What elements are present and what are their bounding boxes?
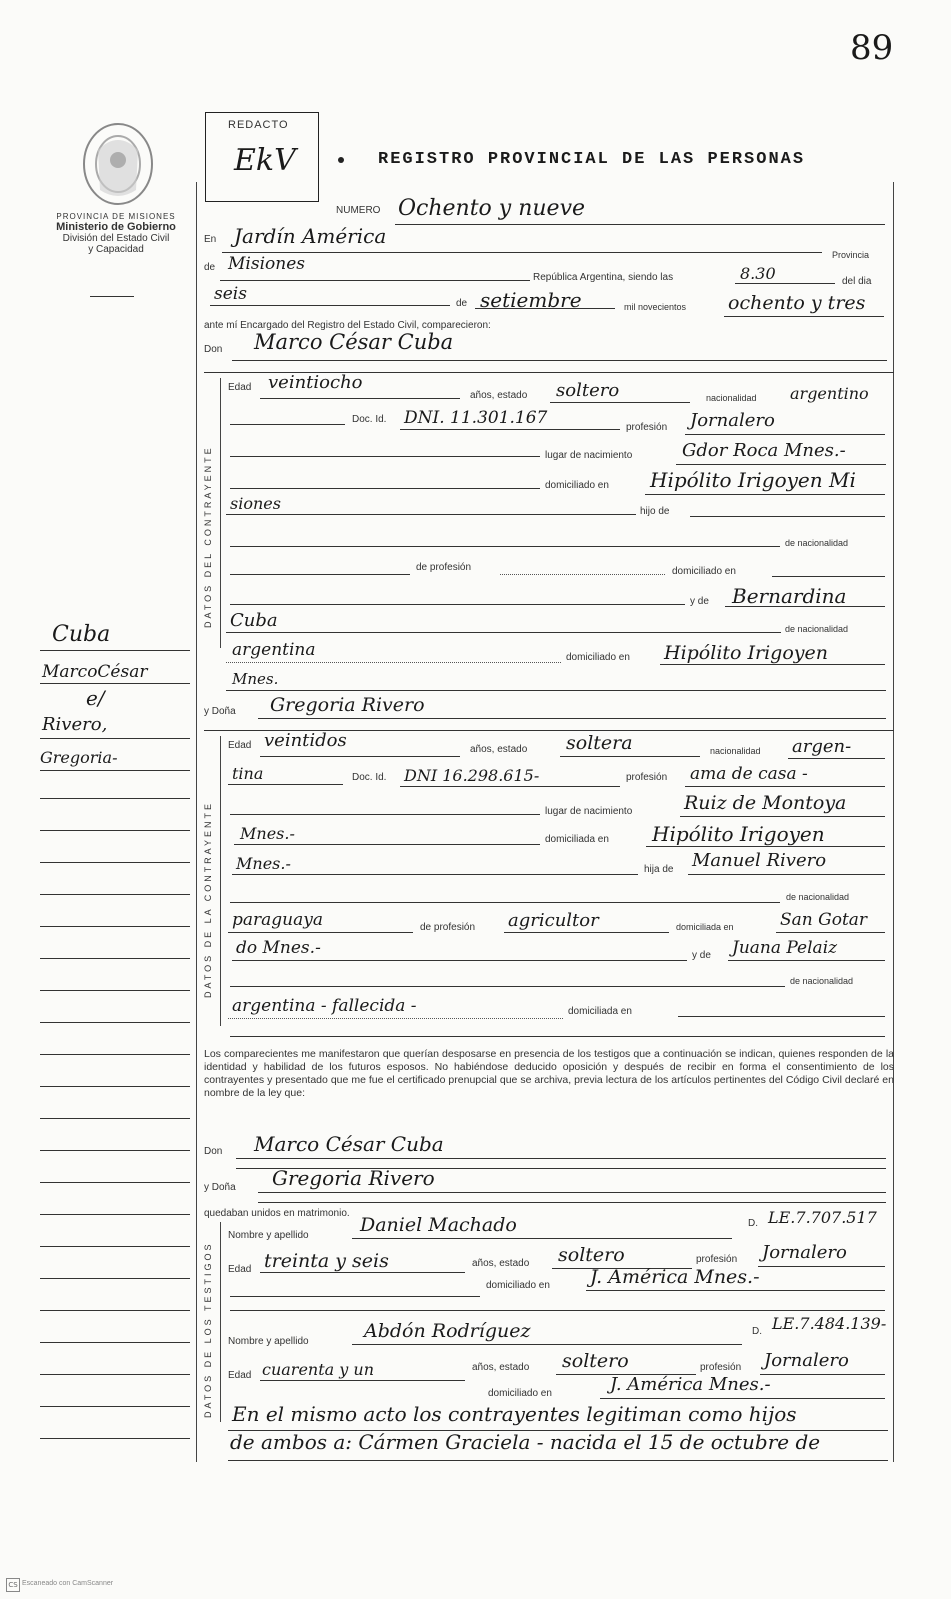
de-label: de	[204, 262, 216, 273]
testigo2-edad-label: Edad	[228, 1370, 252, 1381]
lugar-nac-prefix-line	[230, 456, 540, 457]
testigos-vertical-label: DATOS DE LOS TESTIGOS	[203, 1241, 213, 1418]
nota-rule-2	[228, 1460, 888, 1461]
contrayenta-vertical-label: DATOS DE LA CONTRAYENTE	[203, 800, 213, 998]
testigo1-edad-label: Edad	[228, 1264, 252, 1275]
union-dona-line-2	[258, 1202, 886, 1203]
authority-ministry: Ministerio de Gobierno	[56, 221, 176, 233]
contrayenta-dom-value: Hipólito Irigoyen	[652, 822, 825, 846]
redacto-initials: EkV	[234, 143, 296, 178]
provincia-label: Provincia	[832, 250, 870, 260]
profesion-value: Jornalero	[690, 410, 775, 431]
testigo2-doc-value: LE.7.484.139-	[772, 1314, 887, 1333]
testigo1-doc-value: LE.7.707.517	[768, 1208, 877, 1227]
hora-line	[735, 283, 835, 284]
contrayenta-nac-2-line	[228, 784, 343, 785]
margin-line	[40, 1022, 190, 1023]
padre-nac-value: paraguaya	[232, 910, 323, 930]
contrayenta-nac-value: argen-	[792, 736, 852, 757]
contrayenta-dom-2-line	[232, 874, 638, 875]
margin-line	[40, 1054, 190, 1055]
padre-dom-line	[772, 576, 885, 577]
padre-dom-2-line	[232, 960, 687, 961]
republica-label: República Argentina, siendo las	[533, 272, 674, 283]
y-de-label: y de	[690, 596, 709, 607]
contrayenta-lugar-prefix	[230, 814, 540, 815]
testigo1-prof-line	[758, 1266, 885, 1267]
margin-line	[40, 650, 190, 651]
testigo1-nombre-line	[352, 1238, 732, 1239]
estado-value: soltero	[556, 380, 620, 401]
lugar-line	[222, 252, 822, 253]
margin-line	[40, 683, 190, 684]
numero-line	[395, 224, 885, 225]
contrayenta-nac-label: nacionalidad	[710, 746, 761, 756]
madre-2-line	[226, 632, 781, 633]
testigo2-doc-label: D.	[752, 1326, 762, 1337]
testigo2-edad-value: cuarenta y un	[262, 1360, 375, 1379]
contrayenta-dom-value-2: Mnes.-	[236, 854, 291, 873]
madre-dom-value-1: Hipólito Irigoyen	[664, 642, 828, 664]
margin-line	[40, 738, 190, 739]
margin-note-surname-2: Rivero,	[42, 714, 108, 735]
margin-line	[40, 1438, 190, 1439]
union-don-label: Don	[204, 1146, 223, 1157]
anio-value: ochento y tres	[728, 292, 866, 314]
testigo2-dom-value: J. América Mnes.-	[610, 1374, 771, 1395]
testigo2-prof-label: profesión	[700, 1362, 742, 1373]
padre-dom-label-2: domiciliada en	[676, 922, 734, 932]
profesion-line	[685, 434, 885, 435]
contrayenta-dom-line	[646, 846, 885, 847]
don-label: Don	[204, 344, 223, 355]
testigo2-nombre-label: Nombre y apellido	[228, 1336, 309, 1347]
margin-note-name-2: Gregoria-	[40, 748, 118, 767]
domicilio-prefix-line	[230, 488, 540, 489]
margin-line	[40, 1118, 190, 1119]
nacionalidad-value: argentino	[790, 384, 869, 403]
margin-line	[40, 1342, 190, 1343]
estado-line	[550, 402, 690, 403]
contrayente-bracket	[220, 378, 221, 648]
authority-province: PROVINCIA DE MISIONES	[56, 212, 176, 221]
testigo2-estado-value: soltero	[562, 1350, 629, 1372]
authority-block	[40, 212, 192, 255]
madre-nac-line	[226, 662, 561, 663]
title-bullet	[338, 157, 344, 163]
y-dona-label: y Doña	[204, 706, 236, 717]
madre-dom-value-2: Mnes.	[232, 670, 279, 688]
domicilio-line	[645, 494, 885, 495]
margin-line	[40, 958, 190, 959]
padre-nac-value-line	[228, 932, 413, 933]
contrayenta-prof-label: profesión	[626, 772, 668, 783]
padre-line	[230, 546, 780, 547]
numero-value: Ochento y nueve	[398, 196, 586, 221]
madre-value-2: Cuba	[230, 610, 278, 631]
contrayenta-nac-line	[788, 758, 885, 759]
nacionalidad-label: nacionalidad	[706, 393, 757, 403]
testigo1-dom-value: J. América Mnes.-	[590, 1266, 760, 1288]
madre-dom-2-line	[226, 690, 886, 691]
contrayenta-lugar-value: Ruiz de Montoya	[684, 792, 847, 814]
contrayenta-estado-value: soltera	[566, 732, 633, 754]
hijo-de-label: hijo de	[640, 506, 670, 517]
don-value: Marco César Cuba	[254, 330, 454, 354]
contrayenta-doc-value: DNI 16.298.615-	[404, 766, 540, 785]
del-dia-label: del dia	[842, 276, 872, 287]
nota-line-2: de ambos a: Cármen Graciela - nacida el 15 de octubre de	[230, 1430, 821, 1454]
madre-nac-label: de nacionalidad	[785, 624, 849, 634]
testigo1-nombre-label: Nombre y apellido	[228, 1230, 309, 1241]
lugar-nac-line	[676, 464, 886, 465]
contrayente-vertical-label: DATOS DEL CONTRAYENTE	[203, 445, 213, 628]
testigo2-nombre-line	[352, 1344, 742, 1345]
padre-extra-line	[230, 902, 780, 903]
lugar-nac-label: lugar de nacimiento	[545, 450, 633, 461]
margin-line	[40, 1374, 190, 1375]
margin-line	[40, 770, 190, 771]
padre-dom-value-2: do Mnes.-	[236, 938, 321, 958]
margin-line	[40, 1310, 190, 1311]
testigo1-estado-label: años, estado	[472, 1258, 530, 1269]
margin-note-surname: Cuba	[52, 622, 111, 647]
margin-line	[40, 926, 190, 927]
contrayenta-bracket	[220, 736, 221, 1026]
padre-dom-value-line	[776, 932, 885, 933]
page-number: 89	[850, 28, 894, 68]
mes-value: setiembre	[480, 288, 582, 312]
testigo1-prof-label: profesión	[696, 1254, 738, 1265]
margin-line	[40, 894, 190, 895]
margin-line	[40, 1246, 190, 1247]
union-dona-label: y Doña	[204, 1182, 236, 1193]
testigo1-extra-line	[230, 1310, 885, 1311]
declaration-text: Los comparecientes me manifestaron que querían desposarse en presencia de los testigos que a continuación se indican, quienes responden de la identidad y habilidad de los futuros esposos. No habiéndose deducido oposición y después de recibir en forma el consentimiento de los contrayentes y presentado que me fue el certificado prenupcial que se archiva, previa lectura de los artículos pertinentes del Código Civil declaré en nombre de la ley que:	[204, 1048, 894, 1099]
edad-value: veintiocho	[268, 372, 363, 393]
madre-contrayenta-nac: argentina - fallecida -	[232, 996, 417, 1016]
anio-line	[724, 316, 884, 317]
testigo2-prof-line	[760, 1374, 885, 1375]
union-dona-value: Gregoria Rivero	[272, 1166, 435, 1190]
padre-nac-label: de nacionalidad	[785, 538, 849, 548]
provincia-value: Misiones	[228, 254, 305, 274]
mil-label: mil novecientos	[624, 302, 687, 312]
madre-line	[725, 606, 885, 607]
margin-line	[40, 830, 190, 831]
padre-nac-line	[230, 574, 410, 575]
contrayenta-dom-label: domiciliada en	[545, 834, 609, 845]
madre-dom-line	[660, 664, 885, 665]
contrayenta-lugar-value-2: Mnes.-	[240, 824, 295, 843]
nota-line-1: En el mismo acto los contrayentes legitiman como hijos	[232, 1402, 797, 1426]
lugar-value: Jardín América	[234, 224, 387, 248]
doc-line	[400, 429, 620, 430]
testigo1-edad-line	[260, 1272, 465, 1273]
mes-line	[475, 308, 615, 309]
edad-line	[260, 398, 460, 399]
testigo2-prof-value: Jornalero	[764, 1350, 849, 1371]
domicilio-value-1: Hipólito Irigoyen Mi	[650, 468, 856, 492]
margin-divider	[196, 182, 197, 1462]
padre-prof-line	[500, 574, 665, 575]
margin-line	[40, 798, 190, 799]
testigo1-dom-prefix	[230, 1296, 480, 1297]
doc-label: Doc. Id.	[352, 414, 387, 425]
madre-contrayenta-dom-label: domiciliada en	[568, 1006, 632, 1017]
contrayenta-lugar-line	[680, 816, 885, 817]
contrayenta-lugar-2-line	[234, 844, 540, 845]
contrayenta-lugar-label: lugar de nacimiento	[545, 806, 633, 817]
authority-underline	[90, 296, 134, 297]
contrayenta-line	[258, 718, 886, 719]
testigo1-prof-value: Jornalero	[762, 1242, 847, 1263]
contrayenta-prof-value: ama de casa -	[690, 764, 808, 784]
padre-dom-label: domiciliado en	[672, 566, 736, 577]
testigo2-edad-line	[260, 1380, 465, 1381]
margin-line	[40, 1150, 190, 1151]
estado-label: años, estado	[470, 390, 528, 401]
testigos-bracket	[220, 1222, 221, 1422]
margin-line	[40, 862, 190, 863]
contrayenta-doc-line	[400, 786, 620, 787]
hora-value: 8.30	[740, 264, 776, 283]
madre-contrayenta-line	[728, 960, 885, 961]
padre-dom-2-line	[230, 604, 685, 605]
padre-value: Manuel Rivero	[692, 850, 827, 871]
domiciliado-label: domiciliado en	[545, 480, 609, 491]
hija-de-label: hija de	[644, 864, 674, 875]
padre-nac-label-2: de nacionalidad	[786, 892, 850, 902]
contrayenta-doc-label: Doc. Id.	[352, 772, 387, 783]
domicilio-value-2: siones	[230, 494, 281, 513]
redacto-label: REDACTO	[228, 119, 289, 131]
contrayenta-edad-line	[260, 756, 460, 757]
lugar-nac-value: Gdor Roca Mnes.-	[682, 440, 846, 461]
contrayenta-edad-value: veintidos	[264, 730, 347, 751]
quedaban-label: quedaban unidos en matrimonio.	[204, 1208, 350, 1219]
de-mes-label: de	[456, 298, 468, 309]
margin-line	[40, 1214, 190, 1215]
madre-contrayenta-nac-line	[228, 1018, 563, 1019]
union-dona-line	[258, 1192, 886, 1193]
union-don-line	[236, 1158, 886, 1159]
padre-prof-label-2: de profesión	[420, 922, 476, 933]
coat-of-arms-seal	[78, 120, 158, 208]
profesion-label: profesión	[626, 422, 668, 433]
padre-prof-label: de profesión	[416, 562, 472, 573]
madre-extra-line	[230, 986, 785, 987]
en-label: En	[204, 234, 217, 245]
testigo1-edad-value: treinta y seis	[264, 1250, 389, 1272]
padre-dom-value-1: San Gotar	[780, 910, 868, 930]
contrayenta-nac-value-2: tina	[232, 764, 264, 783]
madre-contrayenta-value: Juana Pelaiz	[732, 938, 838, 958]
madre-contrayenta-dom-2-line	[230, 1036, 885, 1037]
don-line	[232, 360, 887, 361]
testigo1-doc-label: D.	[748, 1218, 758, 1229]
margin-line	[40, 990, 190, 991]
union-don-value: Marco César Cuba	[254, 1132, 444, 1156]
domicilio-2-line	[226, 514, 636, 515]
margin-note-name: MarcoCésar	[42, 662, 148, 682]
padre-prof-value-line	[504, 932, 669, 933]
testigo1-estado-value: soltero	[558, 1244, 625, 1266]
padre-name-line	[688, 874, 885, 875]
authority-division: División del Estado Civil	[62, 233, 170, 244]
hijo-de-line	[690, 516, 885, 517]
authority-capacity: y Capacidad	[88, 244, 144, 255]
y-de-label-2: y de	[692, 950, 711, 961]
doc-prefix-line	[230, 424, 345, 425]
doc-value: DNI. 11.301.167	[404, 408, 548, 428]
scanner-watermark: Escaneado con CamScanner	[22, 1580, 114, 1587]
madre-nac-label-2: de nacionalidad	[790, 976, 854, 986]
madre-dom-label: domiciliado en	[566, 652, 630, 663]
testigo2-estado-label: años, estado	[472, 1362, 530, 1373]
ante-label: ante mí Encargado del Registro del Estado Civil, comparecieron:	[204, 320, 491, 331]
madre-nac-value: argentina	[232, 640, 316, 660]
edad-label: Edad	[228, 382, 252, 393]
numero-label: NUMERO	[336, 205, 381, 216]
testigo1-nombre-value: Daniel Machado	[360, 1214, 517, 1236]
margin-line	[40, 1406, 190, 1407]
dia-line	[210, 305, 450, 306]
padre-prof-value: agricultor	[508, 910, 599, 931]
margin-line	[40, 1086, 190, 1087]
redacto-box	[205, 112, 319, 202]
contrayenta-estado-line	[560, 756, 700, 757]
testigo2-dom-label: domiciliado en	[488, 1388, 552, 1399]
contrayenta-prof-line	[685, 786, 885, 787]
dia-value: seis	[214, 284, 247, 304]
margin-note-conj: e/	[86, 686, 105, 710]
document-title: REGISTRO PROVINCIAL DE LAS PERSONAS	[378, 150, 806, 169]
contrayenta-estado-label: años, estado	[470, 744, 528, 755]
madre-contrayenta-dom-line	[678, 1016, 885, 1017]
provincia-line	[220, 280, 530, 281]
margin-line	[40, 1182, 190, 1183]
madre-value-1: Bernardina	[732, 584, 847, 608]
contrayenta-edad-label: Edad	[228, 740, 252, 751]
testigo2-nombre-value: Abdón Rodríguez	[364, 1320, 531, 1342]
margin-line	[40, 1278, 190, 1279]
camscanner-logo-icon: CS	[6, 1578, 20, 1592]
testigo1-dom-label: domiciliado en	[486, 1280, 550, 1291]
testigo2-dom-line	[600, 1398, 885, 1399]
contrayenta-name: Gregoria Rivero	[270, 694, 425, 716]
testigo1-dom-line	[586, 1290, 885, 1291]
right-border	[893, 182, 894, 1462]
